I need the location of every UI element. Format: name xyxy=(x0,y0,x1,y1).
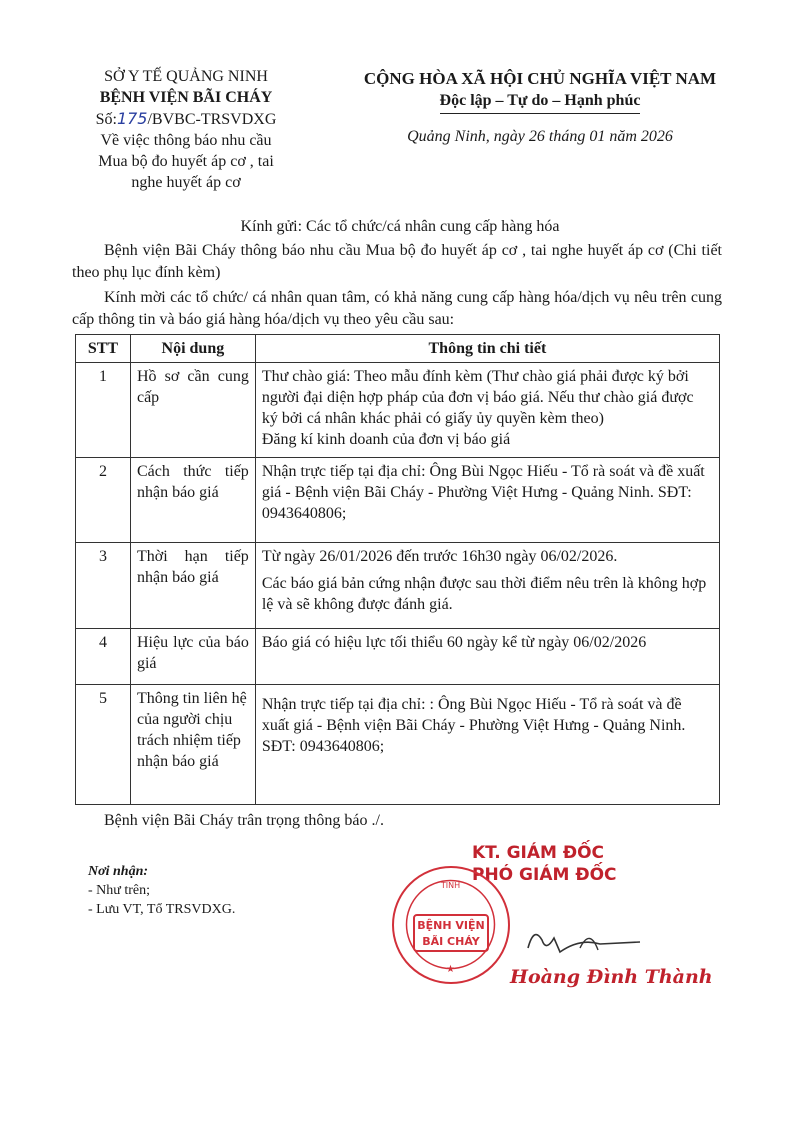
detail-line: Nhận trực tiếp tại địa chỉ: : Ông Bùi Ngọc Hiếu - Tổ rà soát và đề xuất giá - Bệnh viện Bãi Cháy - Phường Việt Hưng - Quảng Ninh. SĐT: 0943640806; xyxy=(261,696,686,755)
row-details xyxy=(255,458,719,543)
table-row xyxy=(76,458,720,543)
detail-line: Báo giá có hiệu lực tối thiểu 60 ngày kể từ ngày 06/02/2026 xyxy=(261,634,647,651)
row-details xyxy=(255,685,719,805)
place-date: Quảng Ninh, ngày 26 tháng 01 năm 2026 xyxy=(407,128,673,145)
table-header-row xyxy=(76,335,720,363)
recipients-line-2: - Lưu VT, Tổ TRSVDXG. xyxy=(88,902,236,917)
row-stt: 4 xyxy=(76,629,131,685)
signature-title-line-2: PHÓ GIÁM ĐỐC xyxy=(472,865,617,885)
header-details: Thông tin chi tiết xyxy=(255,335,719,363)
department-name: SỞ Y TẾ QUẢNG NINH xyxy=(104,68,268,85)
seal-center-text xyxy=(413,914,489,952)
ref-suffix: /BVBC-TRSVDXG xyxy=(147,111,277,128)
row-stt: 2 xyxy=(76,458,131,543)
signature-title-line-1: KT. GIÁM ĐỐC xyxy=(472,843,605,863)
row-details xyxy=(255,629,719,685)
subject-line-2: Mua bộ đo huyết áp cơ , tai xyxy=(98,153,274,170)
ref-prefix: Số: xyxy=(95,111,117,128)
detail-line: Thư chào giá: Theo mẫu đính kèm (Thư chào giá phải được ký bởi người đại diện hợp pháp của đơn vị báo giá. Nếu thư chào giá được ký bởi cá nhân khác phải có giấy ủy quyền kèm theo) xyxy=(261,368,694,427)
row-stt: 1 xyxy=(76,363,131,458)
detail-line: Đăng kí kinh doanh của đơn vị báo giá xyxy=(261,431,511,448)
table-row xyxy=(76,543,720,629)
header-stt: STT xyxy=(76,335,131,363)
row-content: Thông tin liên hệ của người chịu trách nhiệm tiếp nhận báo giá xyxy=(130,685,255,805)
hospital-name: BỆNH VIỆN BÃI CHÁY xyxy=(99,89,273,106)
table-row xyxy=(76,363,720,458)
subject-line-3: nghe huyết áp cơ xyxy=(131,174,241,191)
row-content: Cách thức tiếp nhận báo giá xyxy=(130,458,255,543)
detail-line: Nhận trực tiếp tại địa chỉ: Ông Bùi Ngọc Hiếu - Tổ rà soát và đề xuất giá - Bệnh viện Bãi Cháy - Phường Việt Hưng - Quảng Ninh. SĐT: 0943640806; xyxy=(261,463,705,522)
paragraph-invitation: Kính mời các tổ chức/ cá nhân quan tâm, có khả năng cung cấp hàng hóa/dịch vụ nêu trên cung cấp thông tin và báo giá hàng hóa/dịch vụ theo yêu cầu sau: xyxy=(72,289,722,328)
table-row xyxy=(76,685,720,805)
row-stt: 5 xyxy=(76,685,131,805)
signer-name: Hoàng Đình Thành xyxy=(510,966,713,988)
seal-line-2: BÃI CHÁY xyxy=(422,935,480,948)
reference-number xyxy=(62,108,310,130)
recipients-title: Nơi nhận: xyxy=(88,864,149,879)
detail-line: Từ ngày 26/01/2026 đến trước 16h30 ngày 06/02/2026. xyxy=(261,548,618,565)
national-header xyxy=(320,68,760,148)
header-content: Nội dung xyxy=(130,335,255,363)
subject-line-1: Về việc thông báo nhu cầu xyxy=(100,132,272,149)
table-row xyxy=(76,629,720,685)
row-details xyxy=(255,543,719,629)
seal-line-1: BỆNH VIỆN xyxy=(417,919,485,932)
recipients-line-1: - Như trên; xyxy=(88,883,151,898)
recipients-block xyxy=(88,862,338,919)
row-content: Hiệu lực của báo giá xyxy=(130,629,255,685)
paragraph-intro: Bệnh viện Bãi Cháy thông báo nhu cầu Mua bộ đo huyết áp cơ , tai nghe huyết áp cơ (Chi tiết theo phụ lục đính kèm) xyxy=(72,242,722,281)
ref-number-handwritten: 175 xyxy=(116,109,148,128)
motto-underline xyxy=(440,113,640,114)
svg-text:TỈNH: TỈNH xyxy=(440,881,461,890)
issuer-block xyxy=(62,66,310,193)
recipient-line: Kính gửi: Các tổ chức/cá nhân cung cấp hàng hóa xyxy=(240,218,560,235)
handwritten-signature-icon xyxy=(520,918,650,968)
closing-line: Bệnh viện Bãi Cháy trân trọng thông báo ./. xyxy=(104,812,384,829)
row-content: Thời hạn tiếp nhận báo giá xyxy=(130,543,255,629)
national-motto: Độc lập – Tự do – Hạnh phúc xyxy=(439,92,641,109)
country-name: CỘNG HÒA XÃ HỘI CHỦ NGHĨA VIỆT NAM xyxy=(363,69,717,88)
row-stt: 3 xyxy=(76,543,131,629)
requirements-table xyxy=(75,334,720,805)
svg-text:★: ★ xyxy=(446,964,455,975)
detail-line: Các báo giá bản cứng nhận được sau thời điểm nêu trên là không hợp lệ và sẽ không được đánh giá. xyxy=(261,575,707,613)
row-details xyxy=(255,363,719,458)
row-content: Hồ sơ cần cung cấp xyxy=(130,363,255,458)
